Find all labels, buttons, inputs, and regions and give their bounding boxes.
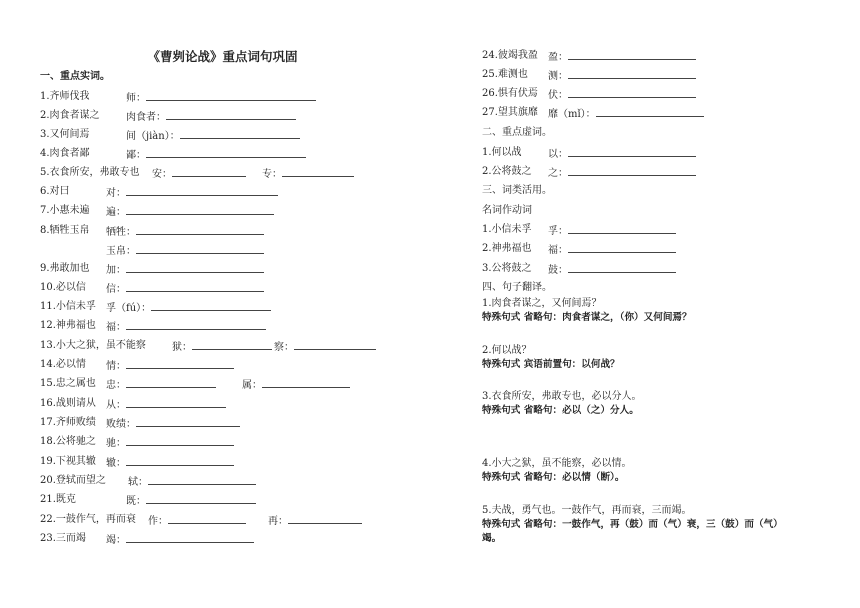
answer-blank[interactable] <box>568 165 696 176</box>
answer-blank[interactable] <box>568 223 676 234</box>
answer-blank[interactable] <box>126 185 278 196</box>
worksheet-page: 《曹刿论战》重点词句巩固 一、重点实词。 1.齐师伐我 师： 2.肉食者谋之 肉食者： 3.又何间焉 间（jiàn）： 4.肉食者鄙 鄙： 5.衣食所安，弗敢专也 安： 专： 6.对曰 对： 7.小惠未遍 遍： 8.牺牲玉帛 牺牲： 玉帛： 9.弗敢加也 加： 10.必以信 信： 11.小信未孚 孚（fú）： 12.神弗福也 福： 13.小大之狱，虽不能察 狱： 察： 14.必以情 情： 15.忠之属也 忠： 属： 16.战则请从 从： 17.齐师败绩 败绩： 18.公将驰之 驰： 19.下视其辙 辙： 20.登轼而望之 轼： 21.既克 既： 22.一鼓作气，再而衰 作： 再： 23.三而竭 竭： 24.彼竭我盈 盈： 25.难测也 测： 26.惧有伏焉 伏： 27.望其旗靡 靡（mǐ）： 二、重点虚词。 1.何以战 以： 2.公将鼓之 之： 三、词类活用。 名词作动词 1.小信未孚 孚： 2.神弗福也 福： 3.公将鼓之 鼓： 四、句子翻译。 1.肉食者谋之，又何间焉？ 特殊句式 省略句：肉食者谋之，（你）又何间焉？ 2.何以战？ 特殊句式 宾语前置句：以何战？ 3.衣食所安，弗敢专也，必以分人。 特殊句式 省略句：必以（之）分人。 4.小大之狱，虽不能察，必以情。 特殊句式 省略句：必以情（断）。 5.夫战，勇气也。一鼓作气，再而衰，三而竭。 特殊句式 省略句：一鼓作气，再（鼓）而（气）衰，三（鼓）而（气） 竭。 <box>40 49 783 546</box>
answer-blank[interactable] <box>596 106 704 117</box>
answer-blank[interactable] <box>126 397 226 408</box>
answer-blank[interactable] <box>136 243 264 254</box>
worksheet-title: 《曹刿论战》重点词句巩固 <box>147 49 298 64</box>
answer-blank[interactable] <box>568 49 696 60</box>
translation-answer: 特殊句式 省略句：肉食者谋之，（你）又何间焉？ <box>482 312 692 323</box>
answer-blank[interactable] <box>288 513 362 524</box>
answer-blank[interactable] <box>282 166 354 177</box>
section-heading-key-words: 一、重点实词。 <box>40 71 110 82</box>
answer-blank[interactable] <box>126 377 216 388</box>
answer-blank[interactable] <box>126 455 234 466</box>
section-heading-translation: 四、句子翻译。 <box>482 282 552 293</box>
answer-blank[interactable] <box>151 300 271 311</box>
translation-answer-continued: 竭。 <box>482 533 502 544</box>
answer-blank[interactable] <box>146 147 306 158</box>
translation-question: 3.衣食所安，弗敢专也，必以分人。 <box>482 391 642 402</box>
translation-question: 4.小大之狱，虽不能察，必以情。 <box>482 458 632 469</box>
answer-blank[interactable] <box>294 339 376 350</box>
answer-blank[interactable] <box>166 109 296 120</box>
section-heading-function-words: 二、重点虚词。 <box>482 127 552 138</box>
answer-blank[interactable] <box>126 281 264 292</box>
answer-blank[interactable] <box>126 435 234 446</box>
translation-answer: 特殊句式 省略句：必以情（断）。 <box>482 472 625 483</box>
answer-blank[interactable] <box>192 339 272 350</box>
translation-question: 1.肉食者谋之，又何间焉？ <box>482 298 602 309</box>
answer-blank[interactable] <box>126 532 254 543</box>
translation-answer: 特殊句式 宾语前置句：以何战？ <box>482 359 620 370</box>
answer-blank[interactable] <box>146 493 256 504</box>
answer-blank[interactable] <box>126 204 274 215</box>
translation-answer: 特殊句式 省略句：必以（之）分人。 <box>482 405 639 416</box>
answer-blank[interactable] <box>262 377 350 388</box>
translation-question: 2.何以战？ <box>482 345 532 356</box>
translation-question: 5.夫战，勇气也。一鼓作气，再而衰，三而竭。 <box>482 505 692 516</box>
answer-blank[interactable] <box>126 262 264 273</box>
section-heading-word-class: 三、词类活用。 <box>482 185 552 196</box>
answer-blank[interactable] <box>172 166 246 177</box>
answer-blank[interactable] <box>568 87 696 98</box>
answer-blank[interactable] <box>148 474 256 485</box>
answer-blank[interactable] <box>180 128 300 139</box>
answer-blank[interactable] <box>126 319 266 330</box>
answer-blank[interactable] <box>568 242 676 253</box>
answer-blank[interactable] <box>168 513 246 524</box>
answer-blank[interactable] <box>126 358 234 369</box>
answer-blank[interactable] <box>568 262 676 273</box>
subsection-heading: 名词作动词 <box>482 205 532 216</box>
translation-answer: 特殊句式 省略句：一鼓作气，再（鼓）而（气）衰，三（鼓）而（气） <box>482 519 783 530</box>
answer-blank[interactable] <box>136 416 240 427</box>
answer-blank[interactable] <box>146 90 316 101</box>
answer-blank[interactable] <box>568 68 696 79</box>
answer-blank[interactable] <box>568 146 696 157</box>
answer-blank[interactable] <box>136 224 264 235</box>
